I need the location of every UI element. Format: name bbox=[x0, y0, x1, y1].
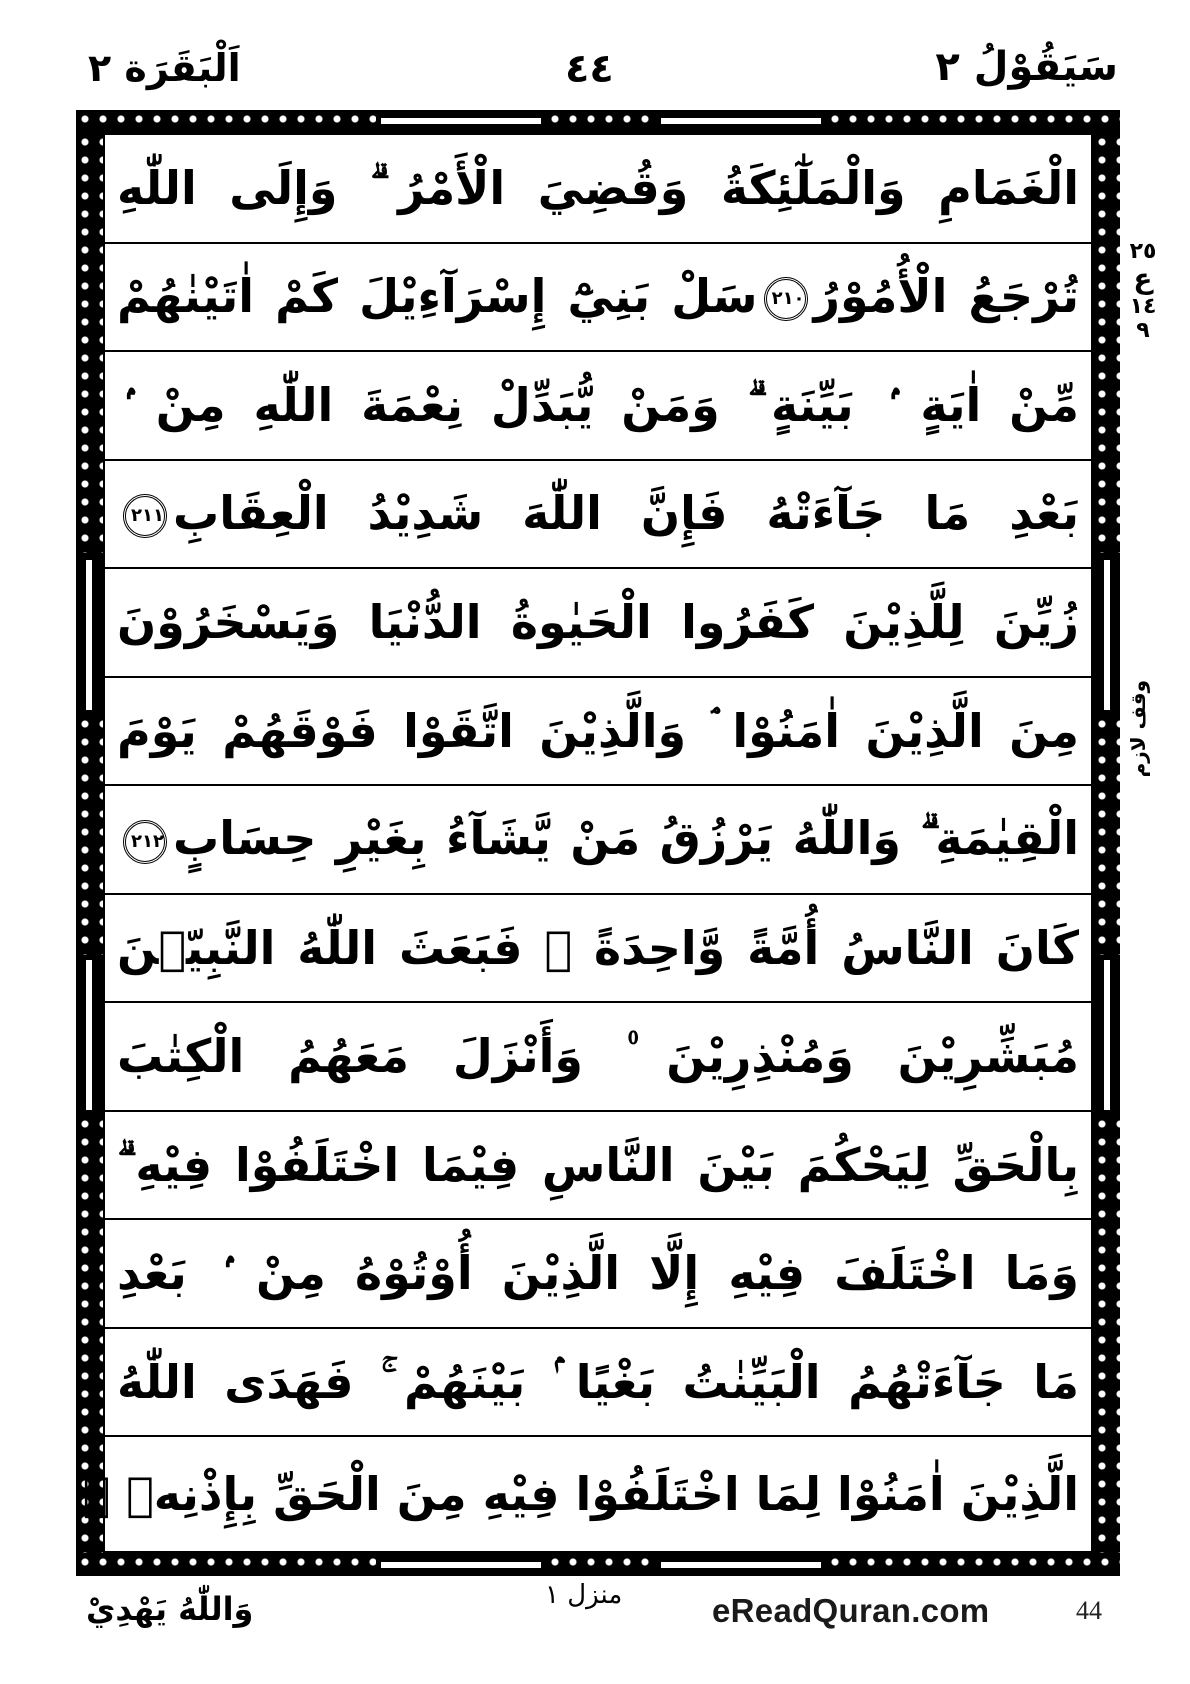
line-text: زُيِّنَ لِلَّذِيْنَ كَفَرُوا الْحَيٰوةُ الدُّنْيَا وَيَسْخَرُوْنَ bbox=[117, 595, 1079, 650]
text-line bbox=[105, 569, 1091, 678]
manzil-label: منزل ١ bbox=[545, 1580, 623, 1610]
line-text bbox=[117, 485, 1079, 540]
text-line bbox=[105, 1112, 1091, 1221]
line-segment: تُرْجَعُ الْأُمُوْرُ bbox=[813, 268, 1079, 323]
ornamental-frame bbox=[76, 110, 1120, 1576]
ornament-bottom-right-icon bbox=[826, 1553, 1120, 1576]
ornament-left-upper-icon bbox=[76, 133, 103, 553]
text-line bbox=[105, 895, 1091, 1004]
frame-rule-left-lower bbox=[86, 960, 92, 1110]
surah-name: اَلْبَقَرَة ٢ bbox=[88, 46, 241, 90]
ornament-right-upper-icon bbox=[1093, 133, 1120, 553]
website-link[interactable]: eReadQuran.com bbox=[712, 1592, 990, 1629]
para-name: سَيَقُوْلُ ٢ bbox=[935, 44, 1118, 90]
frame-rule-right bbox=[1104, 560, 1110, 710]
text-line bbox=[105, 244, 1091, 353]
line-text: الَّذِيْنَ اٰمَنُوْا لِمَا اخْتَلَفُوْا فِيْهِ مِنَ الْحَقِّ بِإِذْنِهٖ ۗ bbox=[82, 1467, 1079, 1521]
frame-rule-top-left bbox=[381, 118, 541, 124]
frame-rule-bottom-left bbox=[381, 1562, 541, 1568]
line-text bbox=[117, 268, 1079, 323]
ruku-verse-count: ١٤ bbox=[1129, 293, 1157, 319]
line-text: الْغَمَامِ وَالْمَلٰٓئِكَةُ وَقُضِيَ الْأَمْرُ ۗ وَإِلَى اللّٰهِ bbox=[117, 161, 1079, 216]
frame-rule-right-lower bbox=[1104, 960, 1110, 1110]
ornament-top-left-icon bbox=[76, 110, 376, 133]
text-line bbox=[105, 461, 1091, 570]
line-text: كَانَ النَّاسُ أُمَّةً وَّاحِدَةً ۣ فَبَعَثَ اللّٰهُ النَّبِيّٖنَ bbox=[117, 920, 1079, 975]
line-text: مَا جَآءَتْهُمُ الْبَيِّنٰتُ بَغْيًا ۢ بَيْنَهُمْ ۚ فَهَدَى اللّٰهُ bbox=[117, 1354, 1079, 1409]
ornament-right-middle-icon bbox=[1093, 715, 1120, 955]
ornament-right-lower-icon bbox=[1093, 1115, 1120, 1553]
arabic-page-number: ٤٤ bbox=[565, 46, 614, 92]
text-line bbox=[105, 1329, 1091, 1438]
line-text: وَمَا اخْتَلَفَ فِيْهِ إِلَّا الَّذِيْنَ أُوْتُوْهُ مِنْ ۢ بَعْدِ bbox=[117, 1246, 1079, 1301]
waqf-lazim-note: وقف لازم bbox=[1126, 680, 1150, 778]
page-number: 44 bbox=[1076, 1596, 1102, 1625]
ornament-left-middle-icon bbox=[76, 715, 103, 955]
ornament-top-right-icon bbox=[826, 110, 1120, 133]
text-line bbox=[105, 135, 1091, 244]
page-header bbox=[0, 0, 1190, 110]
ornament-bottom-left-icon bbox=[76, 1553, 376, 1576]
line-segment: الْقِيٰمَةِ ۗ وَاللّٰهُ يَرْزُقُ مَنْ يَّشَآءُ بِغَيْرِ حِسَابٍ bbox=[173, 811, 1079, 865]
ayah-marker: ٢١٢ bbox=[123, 820, 167, 864]
text-panel bbox=[82, 133, 1093, 1553]
ornament-top-center-icon bbox=[546, 110, 656, 133]
line-text: مِّنْ اٰيَةٍ ۢ بَيِّنَةٍ ۗ وَمَنْ يُّبَدِّلْ نِعْمَةَ اللّٰهِ مِنْ ۢ bbox=[117, 378, 1079, 433]
frame-rule-bottom-right bbox=[661, 1562, 821, 1568]
line-segment: بَعْدِ مَا جَآءَتْهُ فَإِنَّ اللّٰهَ شَدِيْدُ الْعِقَابِ bbox=[173, 485, 1079, 540]
line-segment: سَلْ بَنِيْٓ إِسْرَآءِيْلَ كَمْ اٰتَيْنٰهُمْ bbox=[117, 268, 758, 323]
text-line bbox=[105, 1003, 1091, 1112]
text-line bbox=[105, 1220, 1091, 1329]
line-text: مِنَ الَّذِيْنَ اٰمَنُوْا ۘ وَالَّذِيْنَ اتَّقَوْا فَوْقَهُمْ يَوْمَ bbox=[117, 703, 1079, 758]
line-text: بِالْحَقِّ لِيَحْكُمَ بَيْنَ النَّاسِ فِيْمَا اخْتَلَفُوْا فِيْهِ ۗ bbox=[117, 1137, 1079, 1192]
ayah-marker: ٢١١ bbox=[123, 494, 167, 538]
ruku-marker bbox=[1128, 240, 1158, 343]
frame-rule-left bbox=[86, 560, 92, 710]
line-text bbox=[117, 811, 1079, 865]
ruku-ain-icon: ع bbox=[1133, 262, 1153, 296]
text-line bbox=[105, 352, 1091, 461]
line-text: مُبَشِّرِيْنَ وَمُنْذِرِيْنَ ۠ وَأَنْزَلَ مَعَهُمُ الْكِتٰبَ bbox=[117, 1029, 1079, 1084]
text-line bbox=[82, 1437, 1091, 1551]
frame-rule-top-right bbox=[661, 118, 821, 124]
catchword: وَاللّٰهُ يَهْدِيْ bbox=[86, 1590, 254, 1628]
ruku-number: ٢٥ bbox=[1129, 239, 1157, 264]
ruku-para-number: ٩ bbox=[1136, 318, 1150, 344]
ornament-bottom-center-icon bbox=[546, 1553, 656, 1576]
text-line bbox=[105, 786, 1091, 895]
ayah-marker: ٢١٠ bbox=[764, 277, 808, 321]
text-line bbox=[105, 678, 1091, 787]
